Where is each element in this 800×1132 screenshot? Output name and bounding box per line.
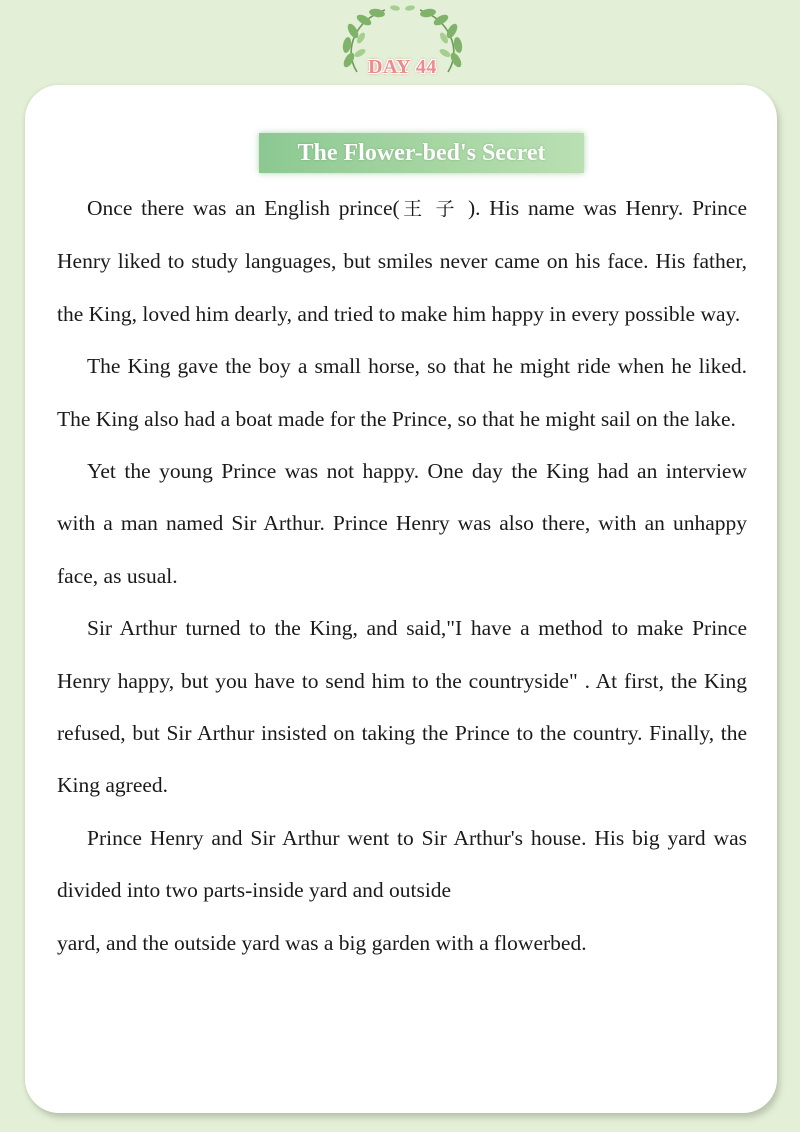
paragraph-4: Sir Arthur turned to the King, and said,"I have a method to make Prince Henry happy, but you have to send him to the countryside" . At first, the King refused, but Sir Arthur insisted on taking the Prince to the country. Finally, the King agreed. [57, 616, 747, 798]
paragraph-1-text-a: Once there was an English prince( [87, 196, 400, 220]
day-label: DAY 44 [368, 56, 437, 78]
paragraph-2: The King gave the boy a small horse, so that he might ride when he liked. The King also had a boat made for the Prince, so that he might sail on the lake. [57, 354, 747, 431]
chinese-word: 王子 [399, 198, 468, 220]
paragraph-1 [57, 182, 747, 340]
story-title: The Flower-bed's Secret [297, 140, 546, 166]
paragraph-5: Prince Henry and Sir Arthur went to Sir Arthur's house. His big yard was divided into two parts-inside yard and outside [57, 825, 747, 903]
paragraph-1-text-b: ). His name was Henry. Prince Henry liked to study languages, but smiles never came on his face. His father, the King, loved him dearly, and tried to make him happy in every possible way. [57, 196, 747, 326]
paragraph-3: Yet the young Prince was not happy. One day the King had an interview with a man named Sir Arthur. Prince Henry was also there, with an unhappy face, as usual. [57, 459, 747, 588]
day-badge [335, 0, 470, 90]
title-banner [259, 133, 584, 173]
story-body [57, 182, 747, 969]
paragraph-5-continued: yard, and the outside yard was a big garden with a flowerbed. [57, 930, 587, 955]
